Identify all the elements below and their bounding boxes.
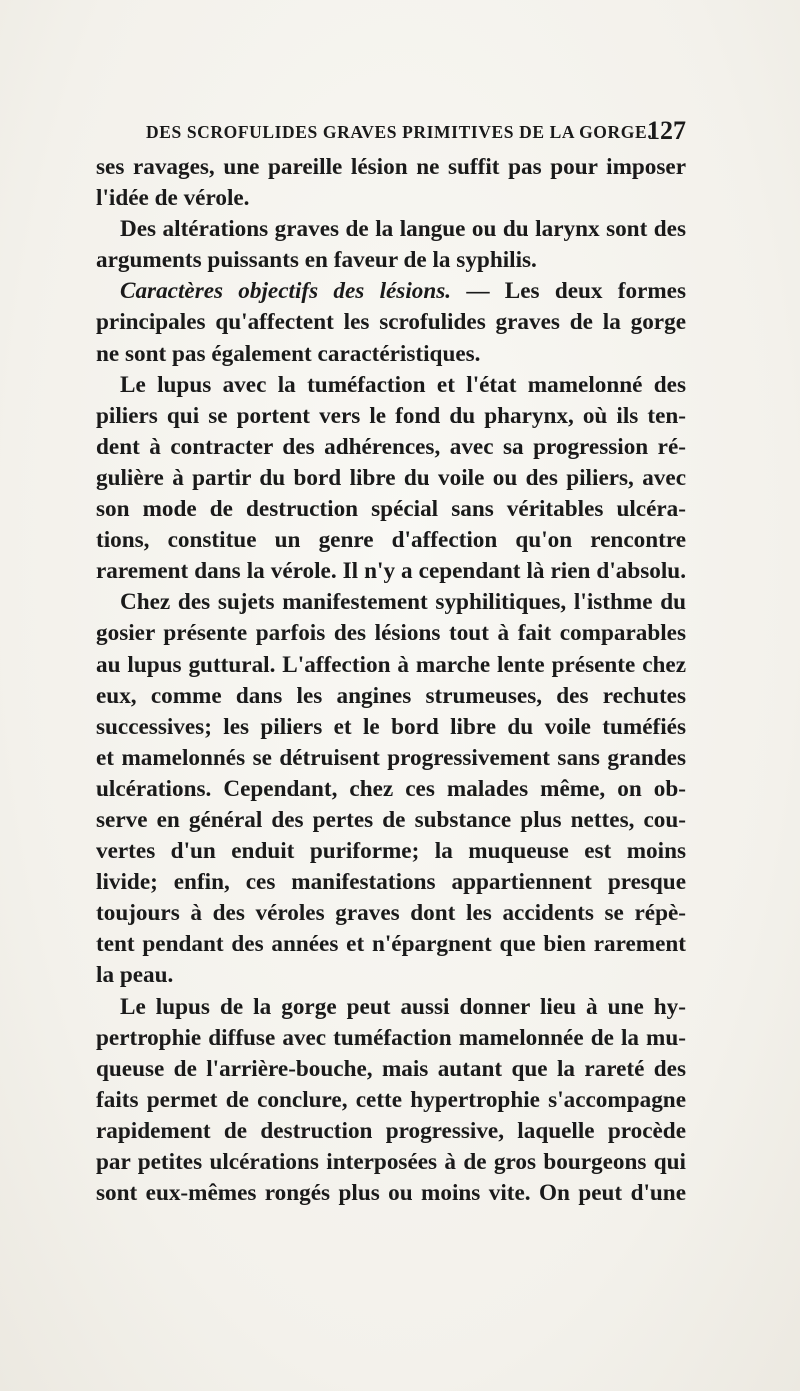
text-line: rarement dans la vérole. Il n'y a cependant là rien d'absolu. (96, 558, 686, 585)
text-line: toujours à des véroles graves dont les accidents se répè- (96, 900, 686, 927)
text-line: dent à contracter des adhérences, avec sa progression ré- (96, 433, 686, 460)
section-heading: Caractères objectifs des lésions. (120, 278, 452, 305)
text-line: par petites ulcérations interposées à de gros bourgeons qui (96, 1149, 686, 1175)
text-line: gulière à partir du bord libre du voile ou des piliers, avec (96, 464, 686, 491)
text-line: vertes d'un enduit puriforme; la muqueuse est moins (96, 838, 686, 865)
text-line: principales qu'affectent les scrofulides graves de la gorge (96, 309, 686, 336)
text-line: ne sont pas également caractéristiques. (96, 340, 481, 367)
running-title: DES SCROFULIDES GRAVES PRIMITIVES DE LA GORGE. (146, 122, 653, 142)
text-line: Des altérations graves de la langue ou du larynx sont des (120, 216, 686, 243)
text-line: serve en général des pertes de substance plus nettes, cou- (96, 806, 686, 833)
text-line: la peau. (96, 962, 174, 989)
text-line: son mode de destruction spécial sans véritables ulcéra- (96, 496, 686, 523)
text-line (96, 276, 686, 307)
text-line: piliers qui se portent vers le fond du pharynx, où ils ten- (96, 402, 686, 429)
text-line: Le lupus avec la tuméfaction et l'état mamelonné des (120, 371, 686, 398)
text-line: sont eux-mêmes rongés plus ou moins vite. On peut d'une (96, 1180, 686, 1207)
text-line: l'idée de vérole. (96, 185, 250, 212)
text-line: queuse de l'arrière-bouche, mais autant que la rareté des (96, 1055, 686, 1082)
text-line: ulcérations. Cependant, chez ces malades même, on ob- (96, 775, 686, 802)
text-line: et mamelonnés se détruisent progressivement sans grandes (96, 744, 686, 771)
text-line: eux, comme dans les angines strumeuses, des rechutes (96, 682, 686, 709)
text-line: arguments puissants en faveur de la syphilis. (96, 247, 537, 274)
text-line: pertrophie diffuse avec tuméfaction mamelonnée de la mu- (96, 1024, 686, 1051)
text-line: ses ravages, une pareille lésion ne suffit pas pour imposer (96, 154, 686, 180)
text-line: livide; enfin, ces manifestations appartiennent presque (96, 869, 686, 896)
text-line: tions, constitue un genre d'affection qu'on rencontre (96, 527, 686, 554)
text-line: Chez des sujets manifestement syphilitiques, l'isthme du (120, 589, 686, 616)
text-line: Le lupus de la gorge peut aussi donner lieu à une hy- (120, 993, 686, 1020)
text-line: faits permet de conclure, cette hypertrophie s'accompagne (96, 1086, 686, 1113)
body-text (96, 152, 686, 1209)
page-header (120, 116, 686, 146)
text-line: tent pendant des années et n'épargnent que bien rarement (96, 931, 686, 958)
text-line: au lupus guttural. L'affection à marche lente présente chez (96, 651, 686, 678)
text-line: successives; les piliers et le bord libre du voile tuméfiés (96, 713, 686, 740)
text-line: gosier présente parfois des lésions tout à fait comparables (96, 620, 686, 647)
text-line: rapidement de destruction progressive, laquelle procède (96, 1117, 686, 1144)
page-number: 127 (647, 116, 686, 145)
text-fragment: — Les deux formes (451, 278, 686, 305)
